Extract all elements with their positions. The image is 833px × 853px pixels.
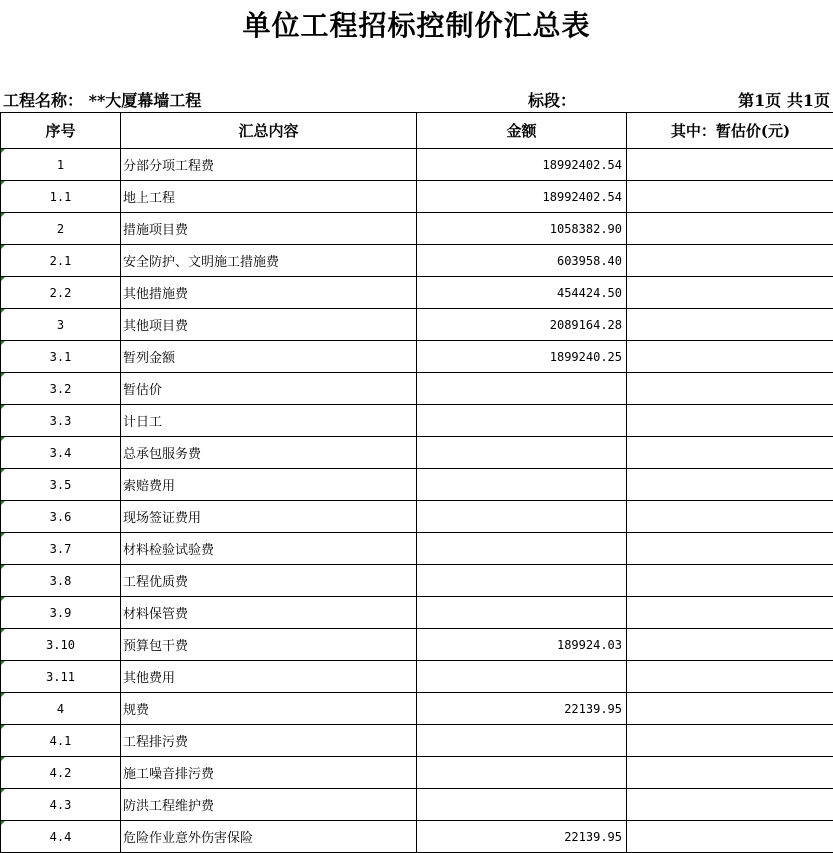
cell-content[interactable]: 防洪工程维护费 — [121, 789, 417, 821]
cell-marker-icon — [1, 469, 5, 473]
cell-seq[interactable] — [1, 757, 121, 789]
cell-amount[interactable]: 18992402.54 — [417, 149, 627, 181]
cell-seq[interactable] — [1, 181, 121, 213]
cell-amount[interactable]: 189924.03 — [417, 629, 627, 661]
cell-content[interactable]: 暂估价 — [121, 373, 417, 405]
cell-marker-icon — [1, 181, 5, 185]
cell-marker-icon — [1, 149, 5, 153]
cell-seq[interactable] — [1, 789, 121, 821]
table-row — [1, 757, 833, 789]
cell-marker-icon — [1, 789, 5, 793]
cell-estimate[interactable] — [627, 405, 833, 437]
cell-seq[interactable] — [1, 533, 121, 565]
seq-text: 2 — [57, 222, 64, 236]
table-row — [1, 213, 833, 245]
cell-estimate[interactable] — [627, 341, 833, 373]
table-body — [1, 149, 833, 853]
cell-amount[interactable]: 1058382.90 — [417, 213, 627, 245]
cell-estimate[interactable] — [627, 693, 833, 725]
cell-marker-icon — [1, 437, 5, 441]
cell-marker-icon — [1, 373, 5, 377]
cell-content[interactable]: 暂列金额 — [121, 341, 417, 373]
cell-content[interactable]: 施工噪音排污费 — [121, 757, 417, 789]
cell-amount[interactable] — [417, 597, 627, 629]
cell-amount[interactable]: 22139.95 — [417, 693, 627, 725]
cell-seq[interactable] — [1, 693, 121, 725]
cell-amount[interactable] — [417, 565, 627, 597]
cell-seq[interactable] — [1, 725, 121, 757]
table-row — [1, 437, 833, 469]
table-row — [1, 789, 833, 821]
cell-seq[interactable] — [1, 469, 121, 501]
cell-amount[interactable] — [417, 501, 627, 533]
cell-amount[interactable] — [417, 405, 627, 437]
cell-marker-icon — [1, 501, 5, 505]
cell-estimate[interactable] — [627, 469, 833, 501]
cell-estimate[interactable] — [627, 533, 833, 565]
cell-content[interactable]: 其他项目费 — [121, 309, 417, 341]
seq-text: 4.3 — [50, 798, 72, 812]
table-row — [1, 629, 833, 661]
cell-estimate[interactable] — [627, 789, 833, 821]
table-row — [1, 309, 833, 341]
cell-amount[interactable]: 454424.50 — [417, 277, 627, 309]
header-estimate: 其中：暂估价(元) — [627, 113, 833, 149]
cell-amount[interactable]: 603958.40 — [417, 245, 627, 277]
seq-text: 4.1 — [50, 734, 72, 748]
seq-text: 3.5 — [50, 478, 72, 492]
cell-estimate[interactable] — [627, 245, 833, 277]
cell-estimate[interactable] — [627, 181, 833, 213]
cell-seq[interactable] — [1, 629, 121, 661]
cell-estimate[interactable] — [627, 629, 833, 661]
cell-content[interactable]: 地上工程 — [121, 181, 417, 213]
cell-marker-icon — [1, 661, 5, 665]
cell-content[interactable]: 计日工 — [121, 405, 417, 437]
cell-estimate[interactable] — [627, 501, 833, 533]
cell-estimate[interactable] — [627, 597, 833, 629]
seq-text: 1 — [57, 158, 64, 172]
header-seq: 序号 — [1, 113, 121, 149]
seq-text: 3.6 — [50, 510, 72, 524]
seq-text: 2.1 — [50, 254, 72, 268]
seq-text: 3.1 — [50, 350, 72, 364]
cell-estimate[interactable] — [627, 149, 833, 181]
seq-text: 2.2 — [50, 286, 72, 300]
section-label: 标段： — [528, 90, 576, 112]
seq-text: 1.1 — [50, 190, 72, 204]
cell-estimate[interactable] — [627, 437, 833, 469]
page-title: 单位工程招标控制价汇总表 — [0, 6, 833, 46]
table-row — [1, 181, 833, 213]
cell-amount[interactable] — [417, 725, 627, 757]
cell-amount[interactable] — [417, 789, 627, 821]
header-content: 汇总内容 — [121, 113, 417, 149]
cell-marker-icon — [1, 405, 5, 409]
seq-text: 3.11 — [46, 670, 75, 684]
cell-seq[interactable] — [1, 213, 121, 245]
cell-marker-icon — [1, 597, 5, 601]
cell-estimate[interactable] — [627, 373, 833, 405]
seq-text: 3.7 — [50, 542, 72, 556]
cell-estimate[interactable] — [627, 661, 833, 693]
cell-content[interactable]: 安全防护、文明施工措施费 — [121, 245, 417, 277]
cell-amount[interactable] — [417, 469, 627, 501]
table-row — [1, 373, 833, 405]
cell-marker-icon — [1, 693, 5, 697]
summary-table — [0, 112, 833, 853]
cell-seq[interactable] — [1, 501, 121, 533]
table-row — [1, 405, 833, 437]
cell-estimate[interactable] — [627, 821, 833, 853]
cell-content[interactable]: 措施项目费 — [121, 213, 417, 245]
cell-seq[interactable] — [1, 597, 121, 629]
seq-text: 4 — [57, 702, 64, 716]
table-row — [1, 597, 833, 629]
table-row — [1, 693, 833, 725]
cell-marker-icon — [1, 629, 5, 633]
cell-marker-icon — [1, 245, 5, 249]
cell-amount[interactable] — [417, 757, 627, 789]
cell-seq[interactable] — [1, 341, 121, 373]
cell-seq[interactable] — [1, 661, 121, 693]
seq-text: 3.8 — [50, 574, 72, 588]
cell-marker-icon — [1, 277, 5, 281]
table-row — [1, 661, 833, 693]
cell-amount[interactable]: 22139.95 — [417, 821, 627, 853]
cell-seq[interactable] — [1, 149, 121, 181]
table-row — [1, 533, 833, 565]
cell-content[interactable]: 工程排污费 — [121, 725, 417, 757]
cell-amount[interactable]: 18992402.54 — [417, 181, 627, 213]
table-row — [1, 469, 833, 501]
seq-text: 3.2 — [50, 382, 72, 396]
cell-marker-icon — [1, 213, 5, 217]
cell-estimate[interactable] — [627, 309, 833, 341]
cell-marker-icon — [1, 309, 5, 313]
cell-marker-icon — [1, 565, 5, 569]
seq-text: 3.9 — [50, 606, 72, 620]
table-row — [1, 277, 833, 309]
table-row — [1, 821, 833, 853]
cell-marker-icon — [1, 533, 5, 537]
cell-content[interactable]: 工程优质费 — [121, 565, 417, 597]
table-row — [1, 341, 833, 373]
cell-content[interactable]: 其他费用 — [121, 661, 417, 693]
project-name: 工程名称： **大厦幕墙工程 — [3, 90, 201, 112]
cell-estimate[interactable] — [627, 213, 833, 245]
seq-text: 3.4 — [50, 446, 72, 460]
cell-content[interactable]: 材料检验试验费 — [121, 533, 417, 565]
cell-content[interactable]: 其他措施费 — [121, 277, 417, 309]
cell-amount[interactable]: 1899240.25 — [417, 341, 627, 373]
cell-seq[interactable] — [1, 405, 121, 437]
table-row — [1, 501, 833, 533]
cell-marker-icon — [1, 725, 5, 729]
cell-content[interactable]: 分部分项工程费 — [121, 149, 417, 181]
seq-text: 3.3 — [50, 414, 72, 428]
table-header-row — [1, 113, 833, 149]
cell-amount[interactable] — [417, 437, 627, 469]
seq-text: 3 — [57, 318, 64, 332]
cell-estimate[interactable] — [627, 725, 833, 757]
cell-marker-icon — [1, 757, 5, 761]
seq-text: 3.10 — [46, 638, 75, 652]
cell-content[interactable]: 总承包服务费 — [121, 437, 417, 469]
header-amount: 金额 — [417, 113, 627, 149]
table-row — [1, 245, 833, 277]
cell-seq[interactable] — [1, 373, 121, 405]
cell-marker-icon — [1, 341, 5, 345]
cell-content[interactable]: 危险作业意外伤害保险 — [121, 821, 417, 853]
cell-seq[interactable] — [1, 565, 121, 597]
table-row — [1, 565, 833, 597]
cell-content[interactable]: 索赔费用 — [121, 469, 417, 501]
table-row — [1, 149, 833, 181]
cell-amount[interactable] — [417, 373, 627, 405]
cell-content[interactable]: 预算包干费 — [121, 629, 417, 661]
cell-seq[interactable] — [1, 245, 121, 277]
cell-estimate[interactable] — [627, 277, 833, 309]
cell-estimate[interactable] — [627, 565, 833, 597]
page-indicator: 第1页 共1页 — [738, 90, 830, 112]
cell-amount[interactable]: 2089164.28 — [417, 309, 627, 341]
cell-estimate[interactable] — [627, 757, 833, 789]
seq-text: 4.4 — [50, 830, 72, 844]
seq-text: 4.2 — [50, 766, 72, 780]
cell-amount[interactable] — [417, 661, 627, 693]
cell-amount[interactable] — [417, 533, 627, 565]
cell-content[interactable]: 材料保管费 — [121, 597, 417, 629]
cell-seq[interactable] — [1, 309, 121, 341]
cell-content[interactable]: 现场签证费用 — [121, 501, 417, 533]
cell-seq[interactable] — [1, 437, 121, 469]
cell-content[interactable]: 规费 — [121, 693, 417, 725]
cell-seq[interactable] — [1, 277, 121, 309]
cell-seq[interactable] — [1, 821, 121, 853]
cell-marker-icon — [1, 821, 5, 825]
table-row — [1, 725, 833, 757]
